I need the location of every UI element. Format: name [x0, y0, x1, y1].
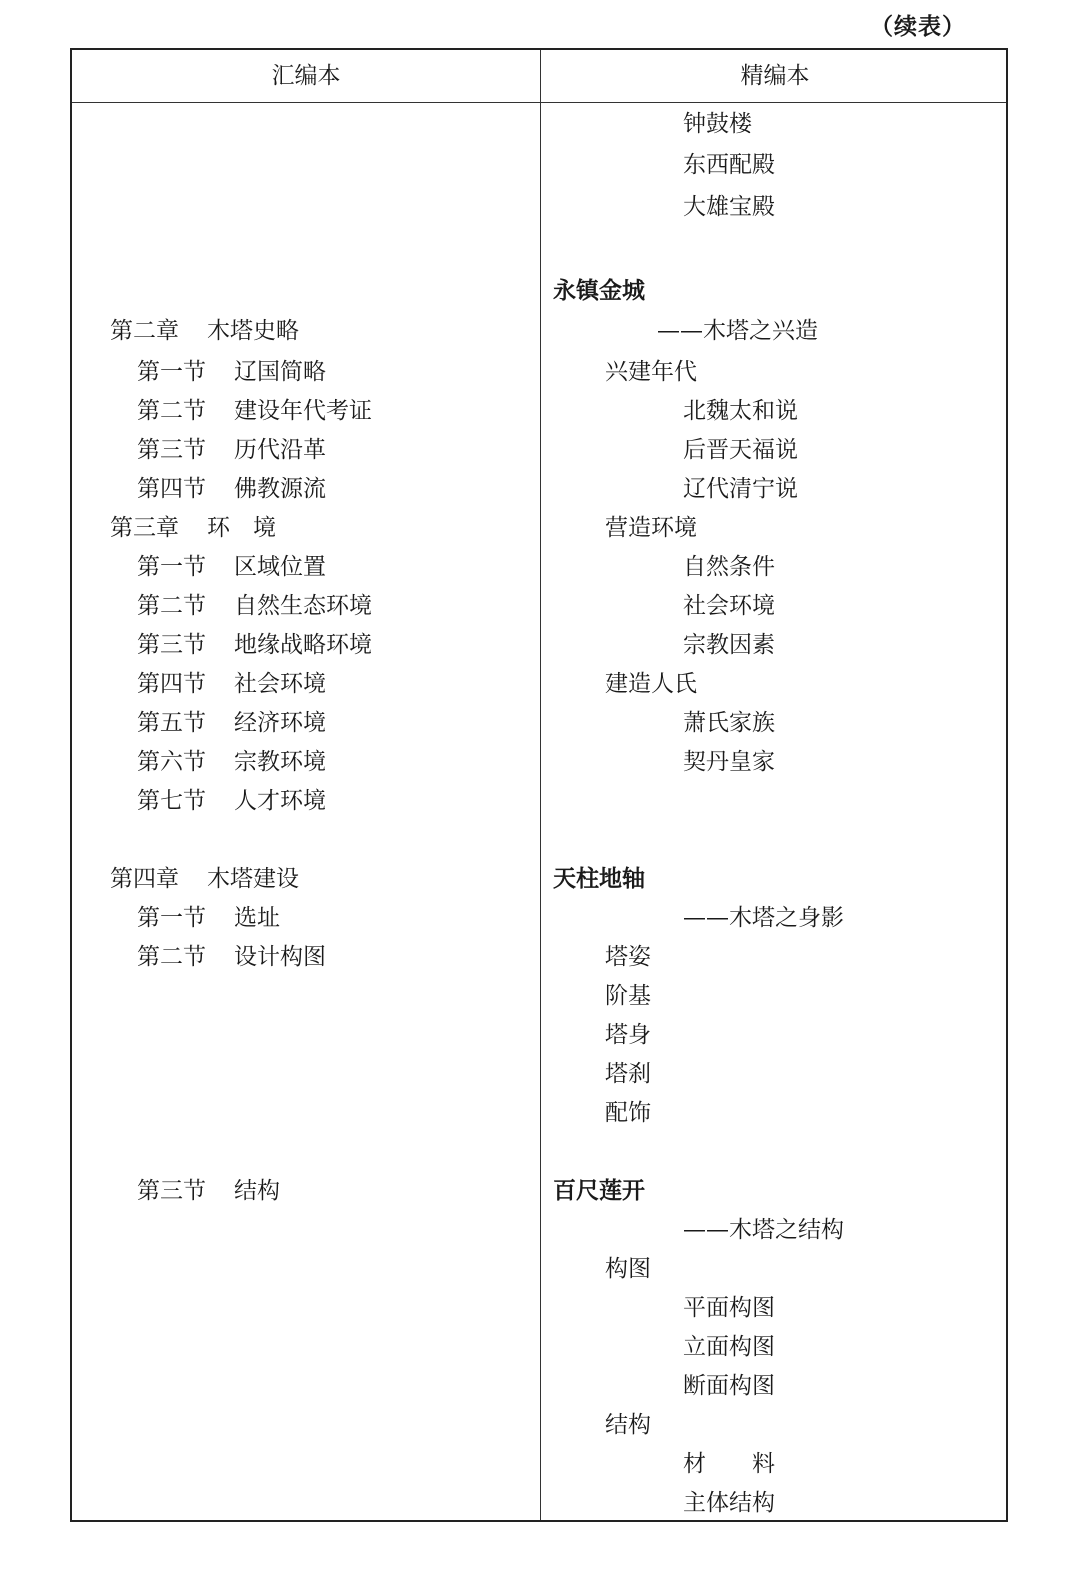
left-ch3-section-7 [137, 786, 326, 816]
right-item: 大雄宝殿 [683, 194, 775, 220]
right-heading: 阶基 [605, 983, 651, 1009]
chapter-number: 第二章 [110, 318, 179, 344]
left-ch2-section-1 [137, 357, 326, 387]
header-right: 精编本 [740, 63, 810, 89]
chapter-title: 木塔建设 [207, 866, 299, 892]
right-heading: 配饰 [605, 1100, 651, 1126]
section-number: 第三节 [137, 437, 206, 463]
section-number: 第二节 [137, 398, 206, 424]
section-number: 第一节 [137, 359, 206, 385]
section-title: 经济环境 [234, 710, 326, 736]
right-heading: 建造人氏 [605, 671, 697, 697]
section-title: 辽国简略 [234, 359, 326, 385]
section-title: 选址 [234, 905, 280, 931]
section-title: 社会环境 [234, 671, 326, 697]
right-item: 材 料 [683, 1451, 775, 1477]
right-item: 主体结构 [683, 1490, 775, 1516]
left-ch3-section-1 [137, 552, 326, 582]
section-title: 结构 [234, 1178, 280, 1204]
column-divider [540, 50, 541, 1520]
section-title: 佛教源流 [234, 476, 326, 502]
left-ch3-section-3 [137, 630, 372, 660]
right-heading: 塔姿 [605, 944, 651, 970]
right-item: 社会环境 [683, 593, 775, 619]
left-ch3-section-2 [137, 591, 372, 621]
section-title: 历代沿革 [234, 437, 326, 463]
right-item: 辽代清宁说 [683, 476, 798, 502]
right-heading: 兴建年代 [605, 359, 697, 385]
right-item: 后晋天福说 [683, 437, 798, 463]
section-title: 设计构图 [234, 944, 326, 970]
right-part-subtitle: ——木塔之兴造 [657, 318, 818, 344]
comparison-table [70, 48, 1008, 1522]
right-part-title: 百尺莲开 [553, 1178, 645, 1204]
right-item: 钟鼓楼 [683, 111, 752, 137]
right-item: 断面构图 [683, 1373, 775, 1399]
left-ch2-section-2 [137, 396, 372, 426]
chapter-title: 环 境 [207, 515, 276, 541]
section-title: 宗教环境 [234, 749, 326, 775]
chapter-title: 木塔史略 [207, 318, 299, 344]
right-item: 北魏太和说 [683, 398, 798, 424]
header-divider [72, 102, 1006, 103]
right-heading: 构图 [605, 1256, 651, 1282]
left-ch4-section-1 [137, 903, 280, 933]
section-number: 第七节 [137, 788, 206, 814]
left-ch2-section-4 [137, 474, 326, 504]
section-title: 区域位置 [234, 554, 326, 580]
section-title: 建设年代考证 [234, 398, 372, 424]
section-number: 第三节 [137, 1178, 206, 1204]
right-item: 自然条件 [683, 554, 775, 580]
header-left: 汇编本 [271, 63, 341, 89]
section-number: 第一节 [137, 554, 206, 580]
section-title: 自然生态环境 [234, 593, 372, 619]
left-ch2-section-3 [137, 435, 326, 465]
right-item: 萧氏家族 [683, 710, 775, 736]
left-chapter-2 [110, 316, 299, 346]
right-item: 平面构图 [683, 1295, 775, 1321]
right-part-subtitle: ——木塔之结构 [683, 1217, 844, 1243]
section-title: 人才环境 [234, 788, 326, 814]
chapter-number: 第四章 [110, 866, 179, 892]
right-part-title: 永镇金城 [553, 278, 645, 304]
right-part-subtitle: ——木塔之身影 [683, 905, 844, 931]
section-number: 第一节 [137, 905, 206, 931]
right-item: 宗教因素 [683, 632, 775, 658]
continued-note: （续表） [870, 14, 966, 40]
section-number: 第六节 [137, 749, 206, 775]
section-number: 第四节 [137, 671, 206, 697]
left-ch3-section-4 [137, 669, 326, 699]
right-heading: 结构 [605, 1412, 651, 1438]
section-title: 地缘战略环境 [234, 632, 372, 658]
right-item: 契丹皇家 [683, 749, 775, 775]
section-number: 第二节 [137, 944, 206, 970]
left-chapter-4 [110, 864, 299, 894]
section-number: 第三节 [137, 632, 206, 658]
left-ch4-section-2 [137, 942, 326, 972]
right-heading: 营造环境 [605, 515, 697, 541]
section-number: 第四节 [137, 476, 206, 502]
right-item: 立面构图 [683, 1334, 775, 1360]
right-heading: 塔刹 [605, 1061, 651, 1087]
section-number: 第五节 [137, 710, 206, 736]
left-chapter-3 [110, 513, 276, 543]
chapter-number: 第三章 [110, 515, 179, 541]
left-ch4-section-3 [137, 1176, 280, 1206]
right-item: 东西配殿 [683, 152, 775, 178]
right-heading: 塔身 [605, 1022, 651, 1048]
left-ch3-section-6 [137, 747, 326, 777]
section-number: 第二节 [137, 593, 206, 619]
left-ch3-section-5 [137, 708, 326, 738]
right-part-title: 天柱地轴 [553, 866, 645, 892]
